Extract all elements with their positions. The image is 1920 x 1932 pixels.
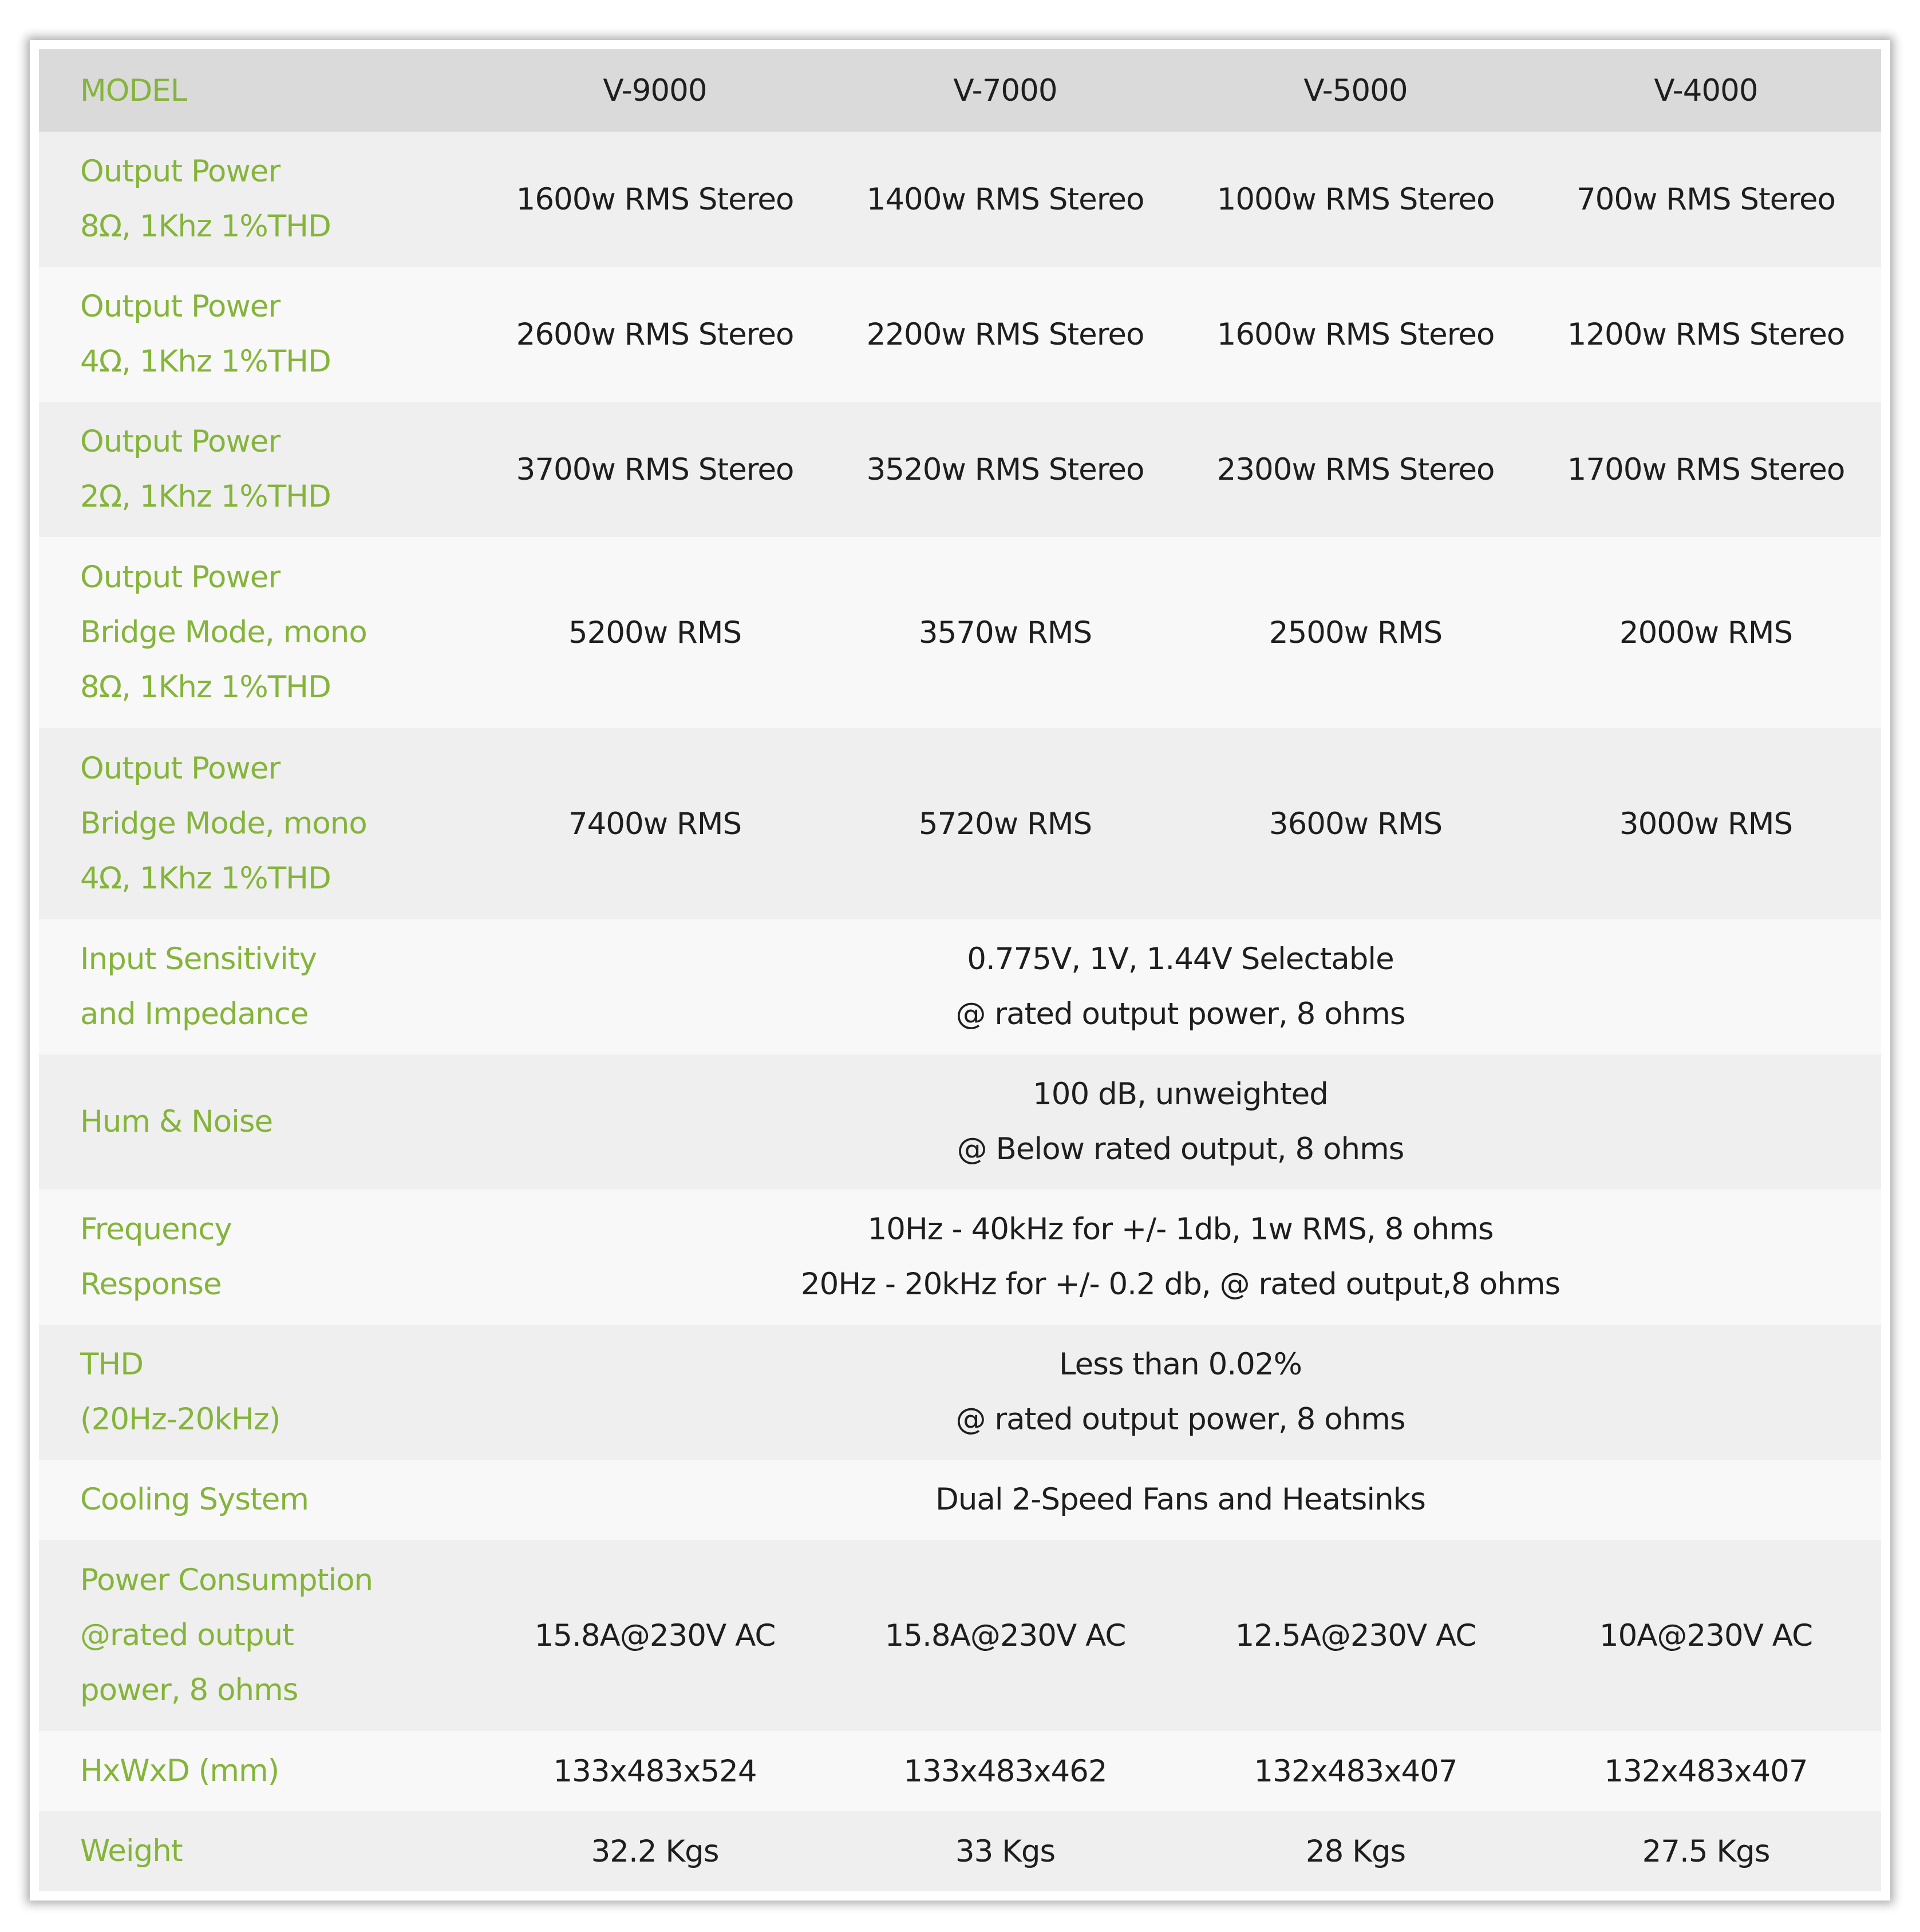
header-row bbox=[39, 49, 1881, 132]
row-label-line: Output Power bbox=[80, 289, 281, 324]
value-cell: 5200w RMS bbox=[568, 615, 742, 650]
row-power-consumption bbox=[39, 1540, 1881, 1731]
row-cooling-system bbox=[39, 1460, 1881, 1540]
row-label-line: Bridge Mode, mono bbox=[80, 615, 367, 650]
row-label bbox=[39, 728, 480, 919]
row-bridge-4ohm bbox=[39, 728, 1881, 919]
row-label bbox=[39, 1460, 480, 1540]
row-label-line: Input Sensitivity bbox=[80, 942, 317, 977]
row-weight bbox=[39, 1811, 1881, 1891]
value-cell: 2500w RMS bbox=[1269, 615, 1443, 650]
value-line: @ rated output power, 8 ohms bbox=[955, 1402, 1405, 1437]
row-label-line: Weight bbox=[80, 1834, 183, 1868]
value-cell: 12.5A@230V AC bbox=[1235, 1618, 1476, 1653]
value-cell: 2300w RMS Stereo bbox=[1216, 452, 1495, 487]
header-model-v7000: V-7000 bbox=[953, 73, 1057, 108]
row-label-line: THD bbox=[80, 1347, 144, 1382]
value-cell: 10A@230V AC bbox=[1599, 1618, 1813, 1653]
spec-table-frame bbox=[30, 40, 1890, 1901]
spanning-value-cell bbox=[480, 1460, 1881, 1540]
row-label bbox=[39, 919, 480, 1054]
row-input-sensitivity bbox=[39, 919, 1881, 1054]
value-cell: 3520w RMS Stereo bbox=[866, 452, 1144, 487]
value-line: 0.775V, 1V, 1.44V Selectable bbox=[967, 942, 1394, 977]
row-bridge-8ohm bbox=[39, 537, 1881, 728]
value-cell: 1400w RMS Stereo bbox=[866, 181, 1144, 217]
value-cell: 5720w RMS bbox=[918, 806, 1092, 841]
spanning-value-cell bbox=[480, 1190, 1881, 1325]
value-cell: 28 Kgs bbox=[1305, 1834, 1406, 1869]
row-label bbox=[39, 1190, 480, 1325]
value-cell: 15.8A@230V AC bbox=[534, 1618, 776, 1653]
value-cell: 32.2 Kgs bbox=[591, 1834, 719, 1869]
value-cell: 132x483x407 bbox=[1604, 1753, 1808, 1789]
value-cell: 2000w RMS bbox=[1619, 615, 1793, 650]
row-label bbox=[39, 1325, 480, 1460]
row-label bbox=[39, 1054, 480, 1190]
value-cell: 700w RMS Stereo bbox=[1576, 181, 1836, 217]
row-label-line: Output Power bbox=[80, 424, 281, 459]
value-cell: 133x483x524 bbox=[553, 1753, 757, 1789]
value-line: 100 dB, unweighted bbox=[1033, 1077, 1328, 1112]
value-cell: 2600w RMS Stereo bbox=[516, 317, 794, 352]
header-model-v5000: V-5000 bbox=[1303, 73, 1408, 108]
row-label-line: Cooling System bbox=[80, 1482, 309, 1517]
row-output-power-8ohm bbox=[39, 132, 1881, 267]
spanning-value-cell bbox=[480, 1325, 1881, 1460]
row-hum-noise bbox=[39, 1054, 1881, 1190]
row-label-line: Response bbox=[80, 1267, 222, 1302]
value-cell: 1600w RMS Stereo bbox=[1216, 317, 1495, 352]
row-dimensions bbox=[39, 1731, 1881, 1811]
value-cell: 1600w RMS Stereo bbox=[516, 181, 794, 217]
value-line: @ Below rated output, 8 ohms bbox=[957, 1132, 1404, 1167]
value-cell: 1000w RMS Stereo bbox=[1216, 181, 1495, 217]
row-thd bbox=[39, 1325, 1881, 1460]
value-cell: 132x483x407 bbox=[1254, 1753, 1457, 1789]
spanning-value-cell bbox=[480, 919, 1881, 1054]
row-label bbox=[39, 132, 480, 267]
row-label-line: Output Power bbox=[80, 751, 281, 786]
header-model-v9000: V-9000 bbox=[603, 73, 707, 108]
row-label bbox=[39, 1731, 480, 1811]
spec-table bbox=[39, 49, 1881, 1891]
row-label-line: Frequency bbox=[80, 1212, 232, 1247]
value-cell: 3000w RMS bbox=[1619, 806, 1793, 841]
value-cell: 133x483x462 bbox=[903, 1753, 1107, 1789]
row-label bbox=[39, 537, 480, 728]
value-line: @ rated output power, 8 ohms bbox=[955, 997, 1405, 1032]
row-label-line: power, 8 ohms bbox=[80, 1673, 298, 1708]
header-label-model: MODEL bbox=[80, 73, 187, 108]
header-model-v4000: V-4000 bbox=[1654, 73, 1758, 108]
value-cell: 3600w RMS bbox=[1269, 806, 1443, 841]
row-label-line: 4Ω, 1Khz 1%THD bbox=[80, 344, 331, 379]
value-line: 20Hz - 20kHz for +/- 0.2 db, @ rated output,8 ohms bbox=[800, 1267, 1561, 1302]
row-label-line: Hum & Noise bbox=[80, 1104, 273, 1139]
row-label-line: Output Power bbox=[80, 560, 281, 595]
value-cell: 15.8A@230V AC bbox=[884, 1618, 1126, 1653]
row-label-line: 2Ω, 1Khz 1%THD bbox=[80, 479, 331, 514]
row-label-line: Output Power bbox=[80, 154, 281, 189]
row-label bbox=[39, 1540, 480, 1731]
row-frequency-response bbox=[39, 1190, 1881, 1325]
row-label bbox=[39, 1811, 480, 1891]
value-cell: 33 Kgs bbox=[955, 1834, 1056, 1869]
value-cell: 3570w RMS bbox=[918, 615, 1092, 650]
row-label bbox=[39, 402, 480, 537]
row-label-line: 4Ω, 1Khz 1%THD bbox=[80, 861, 331, 896]
value-cell: 2200w RMS Stereo bbox=[866, 317, 1144, 352]
value-line: Less than 0.02% bbox=[1059, 1347, 1302, 1382]
value-cell: 1700w RMS Stereo bbox=[1567, 452, 1845, 487]
row-output-power-2ohm bbox=[39, 402, 1881, 537]
row-label-line: Bridge Mode, mono bbox=[80, 806, 367, 841]
value-cell: 1200w RMS Stereo bbox=[1567, 317, 1845, 352]
row-label-line: HxWxD (mm) bbox=[80, 1753, 279, 1788]
row-label-line: 8Ω, 1Khz 1%THD bbox=[80, 670, 331, 705]
row-label-line: and Impedance bbox=[80, 997, 309, 1032]
value-cell: 27.5 Kgs bbox=[1642, 1834, 1770, 1869]
value-line: 10Hz - 40kHz for +/- 1db, 1w RMS, 8 ohms bbox=[867, 1212, 1494, 1247]
row-label-line: @rated output bbox=[80, 1618, 294, 1653]
value-cell: 3700w RMS Stereo bbox=[516, 452, 794, 487]
row-label-line: 8Ω, 1Khz 1%THD bbox=[80, 209, 331, 244]
spanning-value-cell bbox=[480, 1054, 1881, 1190]
value-line: Dual 2-Speed Fans and Heatsinks bbox=[935, 1482, 1425, 1517]
row-output-power-4ohm bbox=[39, 267, 1881, 402]
row-label-line: Power Consumption bbox=[80, 1563, 373, 1598]
value-cell: 7400w RMS bbox=[568, 806, 742, 841]
row-label-line: (20Hz-20kHz) bbox=[80, 1402, 281, 1437]
row-label bbox=[39, 267, 480, 402]
